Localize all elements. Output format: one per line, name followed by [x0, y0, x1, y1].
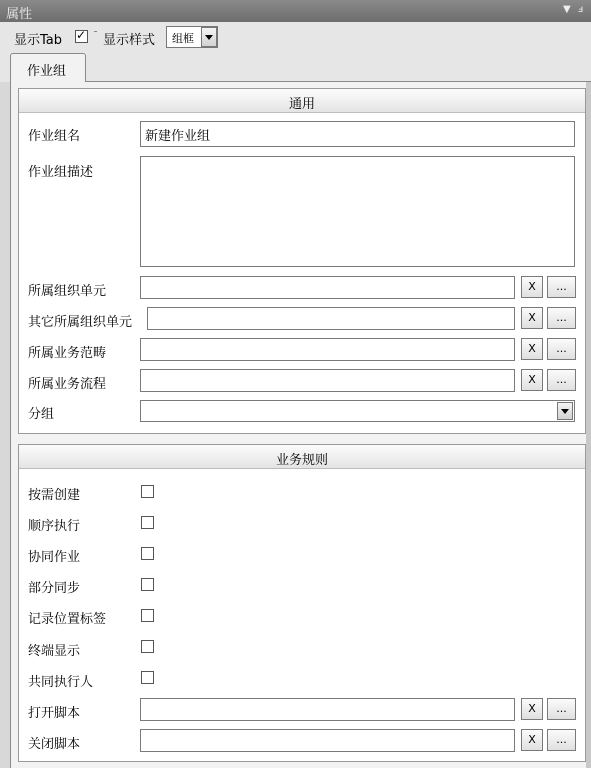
on-demand-create-checkbox[interactable]: [141, 485, 154, 498]
org-unit-clear-button[interactable]: X: [521, 276, 543, 298]
co-executor-checkbox[interactable]: [141, 671, 154, 684]
other-org-unit-label: 其它所属组织单元: [28, 315, 133, 330]
business-process-input[interactable]: [140, 369, 515, 392]
close-script-input[interactable]: [140, 729, 515, 752]
dropdown-arrow-icon[interactable]: ▼: [563, 4, 571, 15]
display-style-dropdown-button[interactable]: [201, 27, 217, 47]
org-unit-label: 所属组织单元: [28, 284, 107, 299]
job-group-name-label: 作业组名: [28, 129, 81, 144]
business-process-clear-button[interactable]: X: [521, 369, 543, 391]
business-category-browse-button[interactable]: ...: [547, 338, 576, 360]
other-org-unit-browse-button[interactable]: ...: [547, 307, 576, 329]
business-category-label: 所属业务范畴: [28, 346, 107, 361]
business-rules-section-title: 业务规则: [275, 453, 328, 468]
show-tab-checkbox[interactable]: [75, 30, 88, 43]
partial-sync-checkbox[interactable]: [141, 578, 154, 591]
rule-label: 共同执行人: [28, 675, 94, 690]
rule-label: 顺序执行: [28, 519, 81, 534]
display-style-value: 组框: [172, 32, 194, 45]
tab-strip: [0, 52, 591, 82]
terminal-display-checkbox[interactable]: [141, 640, 154, 653]
business-rules-section-header: [19, 445, 585, 469]
group-dropdown-button[interactable]: [557, 402, 573, 420]
close-script-label: 关闭脚本: [28, 737, 81, 752]
panel-title-bar: [0, 0, 591, 22]
open-script-clear-button[interactable]: X: [521, 698, 543, 720]
separator: [94, 31, 97, 32]
tab-label: 作业组: [27, 64, 67, 79]
general-section-title: 通用: [288, 97, 315, 112]
rule-label: 终端显示: [28, 644, 81, 659]
org-unit-browse-button[interactable]: ...: [547, 276, 576, 298]
business-category-clear-button[interactable]: X: [521, 338, 543, 360]
tab-job-group[interactable]: [10, 53, 86, 82]
open-script-label: 打开脚本: [28, 706, 81, 721]
sequential-exec-checkbox[interactable]: [141, 516, 154, 529]
other-org-unit-clear-button[interactable]: X: [521, 307, 543, 329]
record-location-tag-checkbox[interactable]: [141, 609, 154, 622]
close-script-browse-button[interactable]: ...: [547, 729, 576, 751]
scrollbar[interactable]: [586, 82, 591, 768]
job-group-name-value: 新建作业组: [145, 129, 211, 144]
display-style-label: 显示样式: [103, 33, 156, 48]
business-process-browse-button[interactable]: ...: [547, 369, 576, 391]
rule-label: 协同作业: [28, 550, 81, 565]
collaborative-work-checkbox[interactable]: [141, 547, 154, 560]
job-group-desc-label: 作业组描述: [28, 165, 94, 180]
toolbar: [0, 22, 591, 52]
business-category-input[interactable]: [140, 338, 515, 361]
show-tab-label: 显示Tab: [14, 33, 63, 48]
other-org-unit-input[interactable]: [147, 307, 515, 330]
pin-icon[interactable]: ⅎ: [578, 4, 584, 15]
org-unit-input[interactable]: [140, 276, 515, 299]
panel-title: 属性: [6, 7, 33, 22]
open-script-input[interactable]: [140, 698, 515, 721]
close-script-clear-button[interactable]: X: [521, 729, 543, 751]
job-group-desc-textarea[interactable]: [140, 156, 575, 267]
rule-label: 记录位置标签: [28, 612, 107, 627]
open-script-browse-button[interactable]: ...: [547, 698, 576, 720]
job-group-name-input[interactable]: [140, 121, 575, 147]
business-process-label: 所属业务流程: [28, 377, 107, 392]
group-label: 分组: [28, 407, 55, 422]
general-section-header: [19, 89, 585, 113]
rule-label: 部分同步: [28, 581, 81, 596]
group-select[interactable]: [140, 400, 575, 422]
rule-label: 按需创建: [28, 488, 81, 503]
